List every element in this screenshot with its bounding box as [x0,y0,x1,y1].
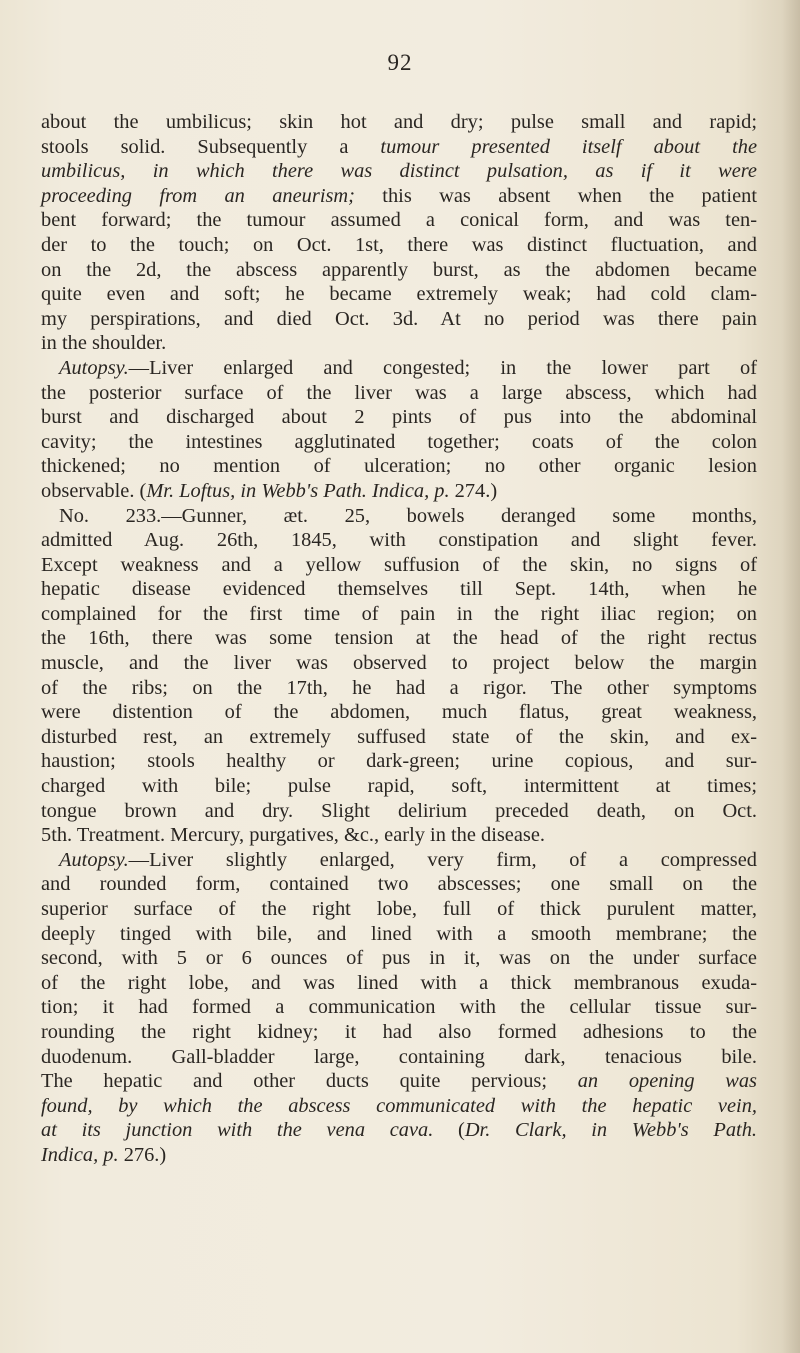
text-span: 274.) [449,479,498,502]
body-text [41,110,757,1168]
italic-text-span: found, by which the abscess communicated with the hepatic vein, [41,1094,757,1117]
text-line [41,922,757,947]
text-span: of the ribs; on the 17th, he had a rigor. The other symptoms [41,676,757,699]
text-span: burst and discharged about 2 pints of pus into the abdominal [41,406,757,429]
text-line [41,774,757,799]
text-span: hepatic disease evidenced themselves till Sept. 14th, when he [41,578,757,601]
text-span: 276.) [118,1143,167,1166]
text-line [41,504,757,529]
text-line [41,848,757,873]
text-span: tongue brown and dry. Slight delirium preceded death, on Oct. [41,799,757,822]
text-span: the posterior surface of the liver was a large abscess, which had [41,381,757,404]
text-span: second, with 5 or 6 ounces of pus in it, was on the under surface [41,947,757,970]
text-line [41,700,757,725]
text-line [41,1143,757,1168]
text-line [41,356,757,381]
text-span: in the shoulder. [41,332,167,355]
text-line [41,725,757,750]
italic-text-span: Mr. Loftus, in Webb's Path. Indica, p. [146,479,450,502]
text-line [41,971,757,996]
text-span: —Liver enlarged and congested; in the lower part of [128,356,757,379]
text-line [41,897,757,922]
text-span: cavity; the intestines agglutinated together; coats of the colon [41,430,757,453]
text-span: admitted Aug. 26th, 1845, with constipation and slight fever. [41,529,757,552]
text-span: this was absent when the patient [354,184,757,207]
text-line [41,258,757,283]
italic-text-span: umbilicus, in which there was distinct pulsation, as if it were [41,160,757,183]
text-line [41,233,757,258]
italic-text-span: proceeding from an aneurism; [41,184,355,207]
text-line [41,577,757,602]
text-span: quite even and soft; he became extremely weak; had cold clam- [41,283,757,306]
italic-text-span: tumour presented itself about the [380,135,757,158]
text-span: charged with bile; pulse rapid, soft, intermittent at times; [41,775,757,798]
text-span: rounding the right kidney; it had also formed adhesions to the [41,1020,757,1043]
text-span: thickened; no mention of ulceration; no other organic lesion [41,455,757,478]
text-span: 5th. Treatment. Mercury, purgatives, &c., early in the disease. [41,824,545,847]
text-line [41,405,757,430]
text-span: ( [433,1119,465,1142]
text-line [41,208,757,233]
text-line [41,110,757,135]
text-span: haustion; stools healthy or dark-green; urine copious, and sur- [41,750,757,773]
text-span: —Liver slightly enlarged, very firm, of a compressed [128,848,757,871]
text-span: about the umbilicus; skin hot and dry; pulse small and rapid; [41,111,757,133]
text-line [41,1045,757,1070]
text-line [41,553,757,578]
text-span: complained for the first time of pain in the right iliac region; on [41,602,757,625]
text-line [41,1094,757,1119]
text-span: the 16th, there was some tension at the head of the right rectus [41,627,757,650]
text-line [41,381,757,406]
page-edge-shadow [782,0,800,1353]
text-span: stools solid. Subsequently a [41,135,381,158]
text-line [41,872,757,897]
text-span: disturbed rest, an extremely suffused state of the skin, and ex- [41,725,757,748]
italic-text-span: an opening was [577,1070,757,1093]
text-line [41,799,757,824]
text-line [41,1118,757,1143]
italic-text-span: Autopsy. [59,356,129,379]
text-line [41,602,757,627]
text-span: duodenum. Gall-bladder large, containing dark, tenacious bile. [41,1045,757,1068]
text-span: superior surface of the right lobe, full of thick purulent matter, [41,898,757,920]
text-line [41,159,757,184]
text-line [41,1069,757,1094]
text-span: and rounded form, contained two abscesses; one small on the [41,873,757,896]
text-line [41,454,757,479]
text-span: Except weakness and a yellow suffusion of the skin, no signs of [41,553,757,576]
text-line [41,307,757,332]
text-span: muscle, and the liver was observed to project below the margin [41,652,757,675]
text-span: on the 2d, the abscess apparently burst, as the abdomen became [41,258,757,281]
text-span: my perspirations, and died Oct. 3d. At no period was there pain [41,307,757,330]
text-line [41,676,757,701]
text-span: observable. ( [41,479,147,502]
italic-text-span: Autopsy. [59,848,129,871]
text-span: were distention of the abdomen, much flatus, great weakness, [41,701,757,724]
text-line [41,479,757,504]
text-line [41,184,757,209]
text-line [41,1020,757,1045]
text-line [41,626,757,651]
text-span: of the right lobe, and was lined with a thick membranous exuda- [41,971,757,994]
page-number: 92 [387,50,413,75]
italic-text-span: Dr. Clark, in Webb's Path. [464,1119,757,1142]
text-line [41,749,757,774]
text-line [41,995,757,1020]
text-line [41,135,757,160]
text-line [41,946,757,971]
text-span: bent forward; the tumour assumed a conical form, and was ten- [41,209,757,232]
italic-text-span: at its junction with the vena cava. [41,1119,434,1142]
text-line [41,430,757,455]
text-line [41,331,757,356]
text-line [41,823,757,848]
text-span: der to the touch; on Oct. 1st, there was distinct fluctuation, and [41,233,757,256]
text-line [41,651,757,676]
italic-text-span: Indica, p. [41,1143,119,1166]
text-span: No. 233.—Gunner, æt. 25, bowels deranged some months, [59,504,757,527]
text-span: The hepatic and other ducts quite pervious; [41,1070,578,1093]
text-line [41,528,757,553]
text-span: deeply tinged with bile, and lined with a smooth membrane; the [41,922,757,945]
text-line [41,282,757,307]
text-span: tion; it had formed a communication with the cellular tissue sur- [41,996,757,1019]
